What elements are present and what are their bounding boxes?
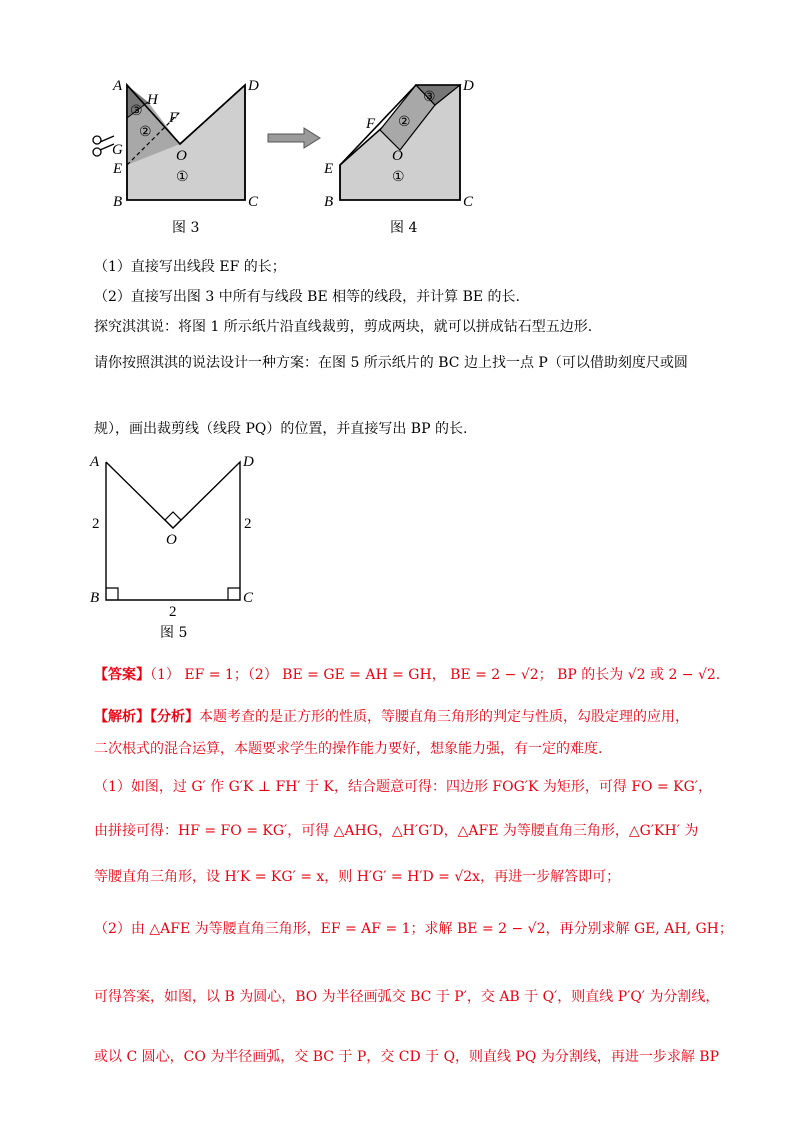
design-text-line-2: 规），画出裁剪线（线段 PQ）的位置，并直接写出 BP 的长.: [94, 421, 468, 437]
question-1: （1）直接写出线段 EF 的长；: [94, 259, 286, 275]
answer-tag: 【答案】: [94, 667, 150, 683]
analysis-text-1: 本题考查的是正方形的性质，等腰直角三角形的判定与性质，勾股定理的应用，: [199, 709, 689, 725]
figure-4-caption: 图 4: [390, 220, 418, 236]
fig4-label-F: F: [366, 116, 376, 132]
analysis-line-8: 或以 C 圆心，CO 为半径画弧，交 BC 于 P，交 CD 于 Q，则直线 PQ 为分割线，再进一步求解 BP: [94, 1049, 720, 1065]
fig4-region-3-label: ③: [423, 90, 436, 105]
figure-5: [84, 450, 274, 620]
fig4-label-E: E: [324, 161, 334, 177]
fig3-label-C: C: [248, 194, 259, 210]
analysis-line-7: 可得答案，如图，以 B 为圆心，BO 为半径画弧交 BC 于 P′，交 AB 于 Q′，则直线 P′Q′ 为分割线，: [94, 989, 720, 1005]
fig4-label-C: C: [463, 194, 474, 210]
fig3-region-1-label: ①: [176, 170, 189, 185]
analysis-line-4: 由拼接可得：HF = FO = KG′，可得 △AHG，△H′G′D，△AFE 为等腰直角三角形，△G′KH′ 为: [94, 823, 699, 839]
fig4-region-1-label: ①: [392, 170, 405, 185]
figure-3-caption: 图 3: [172, 220, 200, 236]
fig3-label-A: A: [113, 78, 123, 94]
fig3-region-3-label: ③: [130, 104, 143, 119]
fig5-label-A: A: [90, 454, 100, 470]
question-2: （2）直接写出图 3 中所有与线段 BE 相等的线段，并计算 BE 的长.: [94, 289, 520, 305]
fig4-region-2-label: ②: [398, 115, 411, 130]
fig3-label-O: O: [176, 148, 187, 164]
fig4-label-D: D: [463, 78, 474, 94]
analysis-line-6: （2）由 △AFE 为等腰直角三角形，EF = AF = 1；求解 BE = 2 − √2，再分别求解 GE, AH, GH；: [94, 921, 733, 937]
design-text-line-1: 请你按照淇淇的说法设计一种方案：在图 5 所示纸片的 BC 边上找一点 P（可以借助刻度尺或圆: [94, 355, 688, 371]
figure-4: [320, 70, 490, 240]
figure-3: [80, 70, 280, 240]
analysis-line-1: [94, 706, 689, 726]
fig3-label-D: D: [248, 78, 259, 94]
scissors-icon: [93, 136, 114, 156]
fig4-label-O: O: [392, 148, 403, 164]
fig3-label-B: B: [113, 194, 123, 210]
analysis-line-5: 等腰直角三角形，设 H′K = KG′ = x，则 H′G′ = H′D = √2x，再进一步解答即可；: [94, 869, 621, 885]
fig4-label-B: B: [324, 194, 334, 210]
analysis-tag-2: 【分析】: [150, 709, 199, 725]
fig5-label-B: B: [90, 590, 100, 606]
fig3-region-2-label: ②: [139, 125, 152, 140]
fig3-label-F: F: [169, 110, 179, 126]
fig3-label-G: G: [112, 142, 123, 158]
fig5-length-left: 2: [92, 516, 100, 532]
fig3-label-H: H: [147, 92, 158, 108]
fig5-length-bottom: 2: [169, 604, 177, 620]
answer-body: （1） EF = 1；（2） BE = GE = AH = GH， BE = 2 − √2； BP 的长为 √2 或 2 − √2.: [150, 667, 721, 683]
explore-text: 探究淇淇说：将图 1 所示纸片沿直线裁剪，剪成两块，就可以拼成钻石型五边形.: [94, 319, 593, 335]
fig5-label-D: D: [243, 454, 254, 470]
fig5-length-right: 2: [244, 516, 252, 532]
fig5-label-C: C: [243, 590, 254, 606]
answer-line: [94, 664, 720, 684]
right-arrow-icon: [268, 126, 322, 150]
analysis-line-3: （1）如图，过 G′ 作 G′K ⊥ FH′ 于 K，结合题意可得：四边形 FOG′K 为矩形，可得 FO = KG′，: [94, 779, 712, 795]
fig3-label-E: E: [113, 161, 123, 177]
analysis-tag-1: 【解析】: [94, 709, 150, 725]
figure-5-caption: 图 5: [160, 625, 188, 641]
fig5-label-O: O: [166, 532, 177, 548]
analysis-line-2: 二次根式的混合运算，本题要求学生的操作能力要好，想象能力强，有一定的难度.: [94, 741, 603, 757]
